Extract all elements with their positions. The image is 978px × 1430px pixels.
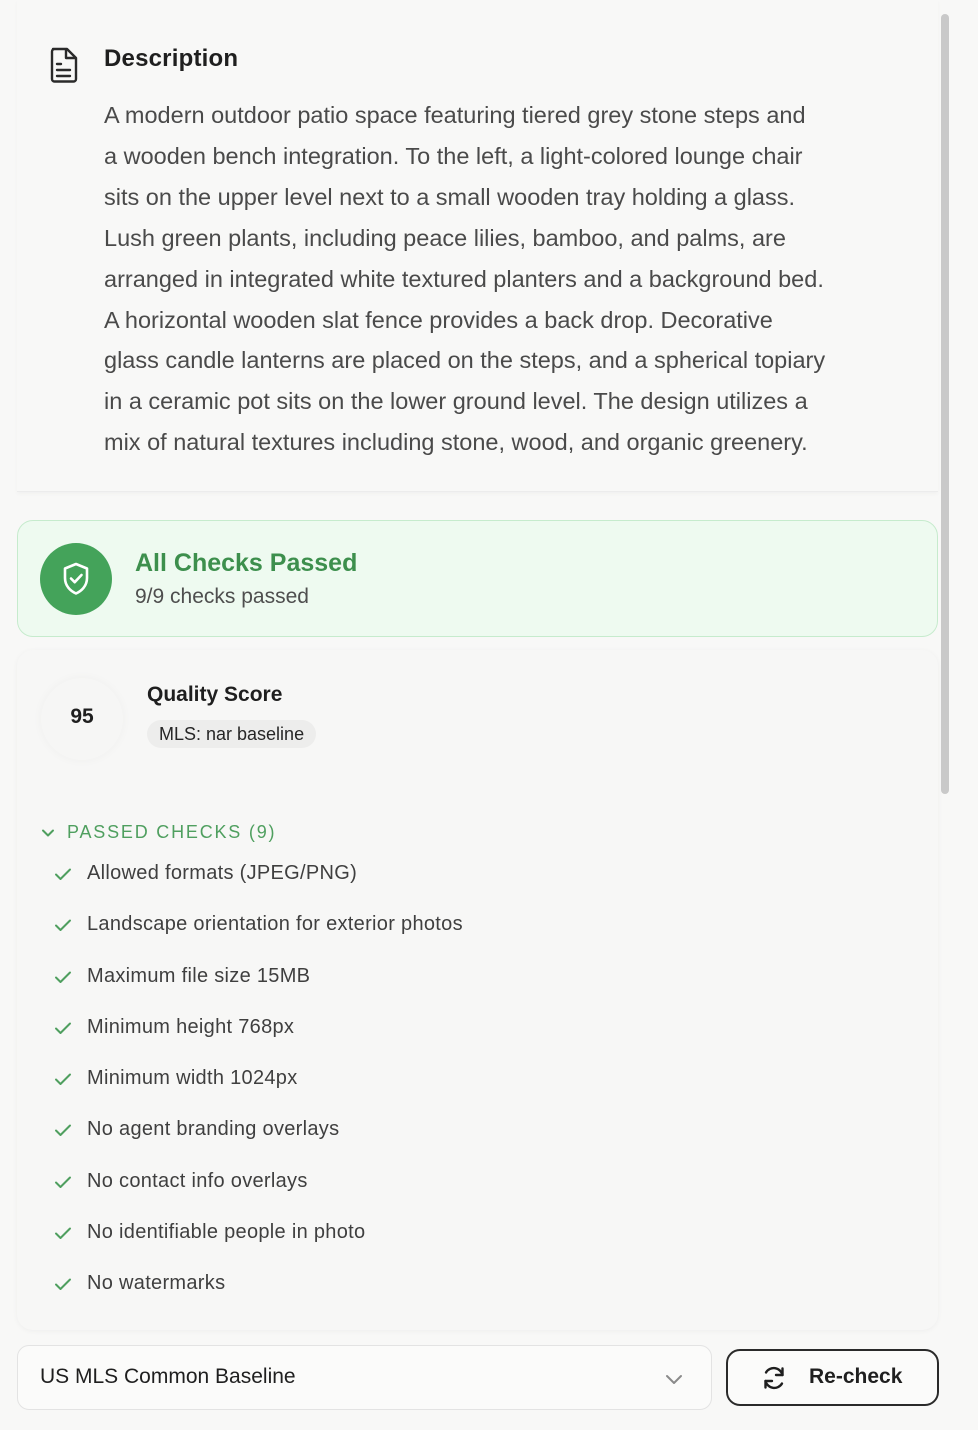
score-value: 95	[70, 705, 94, 728]
passed-checks-header: PASSED CHECKS (9)	[67, 822, 277, 842]
shield-check-icon	[60, 561, 92, 597]
description-title: Description	[104, 45, 239, 72]
check-item	[53, 965, 310, 988]
check-icon	[53, 1122, 73, 1138]
check-icon	[53, 1276, 73, 1292]
check-item	[53, 1170, 308, 1193]
description-text	[104, 95, 919, 463]
check-item	[53, 862, 357, 885]
check-icon	[53, 1020, 73, 1036]
check-item	[53, 1221, 365, 1244]
check-item	[53, 1067, 298, 1090]
check-icon	[53, 1225, 73, 1241]
check-label: No agent branding overlays	[87, 1118, 340, 1140]
quality-card	[17, 650, 938, 1330]
status-icon-badge	[40, 543, 112, 615]
description-line: mix of natural textures including stone, wood, and organic greenery.	[104, 429, 808, 456]
mls-ruleset-value: US MLS Common Baseline	[40, 1365, 296, 1388]
description-line: in a ceramic pot sits on the lower ground level. The design utilizes a	[104, 388, 808, 415]
description-line: A horizontal wooden slat fence provides a back drop. Decorative	[104, 306, 773, 333]
mls-badge: MLS: nar baseline	[147, 720, 316, 748]
check-label: No watermarks	[87, 1272, 226, 1294]
description-line: glass candle lanterns are placed on the steps, and a spherical topiary	[104, 347, 826, 374]
passed-checks-toggle[interactable]	[41, 822, 276, 843]
quality-title: Quality Score	[147, 683, 283, 706]
scrollbar[interactable]	[938, 14, 950, 794]
description-line: a wooden bench integration. To the left, a light-colored lounge chair	[104, 142, 803, 169]
description-card	[17, 0, 938, 492]
chevron-down-icon	[41, 828, 55, 838]
check-icon	[53, 917, 73, 933]
check-label: Minimum height 768px	[87, 1016, 295, 1038]
check-item	[53, 1118, 339, 1141]
status-title: All Checks Passed	[135, 549, 358, 577]
check-icon	[53, 1071, 73, 1087]
status-subtitle: 9/9 checks passed	[135, 585, 309, 608]
check-icon	[53, 1174, 73, 1190]
check-icon	[53, 969, 73, 985]
check-label: No identifiable people in photo	[87, 1221, 366, 1243]
mls-ruleset-select[interactable]	[17, 1345, 712, 1410]
check-item	[53, 913, 463, 936]
description-line: sits on the upper level next to a small wooden tray holding a glass.	[104, 183, 796, 210]
recheck-label: Re-check	[809, 1365, 903, 1388]
check-label: Landscape orientation for exterior photos	[87, 913, 463, 935]
description-line: arranged in integrated white textured planters and a background bed.	[104, 265, 824, 292]
score-badge	[41, 678, 123, 760]
recheck-button[interactable]	[726, 1349, 939, 1406]
check-icon	[53, 866, 73, 882]
check-label: No contact info overlays	[87, 1170, 308, 1192]
description-line: Lush green plants, including peace lilies, bamboo, and palms, are	[104, 224, 786, 251]
refresh-icon	[760, 1364, 788, 1392]
check-item	[53, 1016, 294, 1039]
check-label: Allowed formats (JPEG/PNG)	[87, 862, 358, 884]
check-label: Maximum file size 15MB	[87, 965, 311, 987]
chevron-down-icon	[663, 1368, 685, 1390]
scrollbar-thumb[interactable]	[941, 14, 949, 794]
check-item	[53, 1272, 225, 1295]
description-line: A modern outdoor patio space featuring tiered grey stone steps and	[104, 102, 806, 128]
check-label: Minimum width 1024px	[87, 1067, 298, 1089]
checks-passed-banner	[17, 520, 938, 637]
document-icon	[49, 46, 79, 84]
